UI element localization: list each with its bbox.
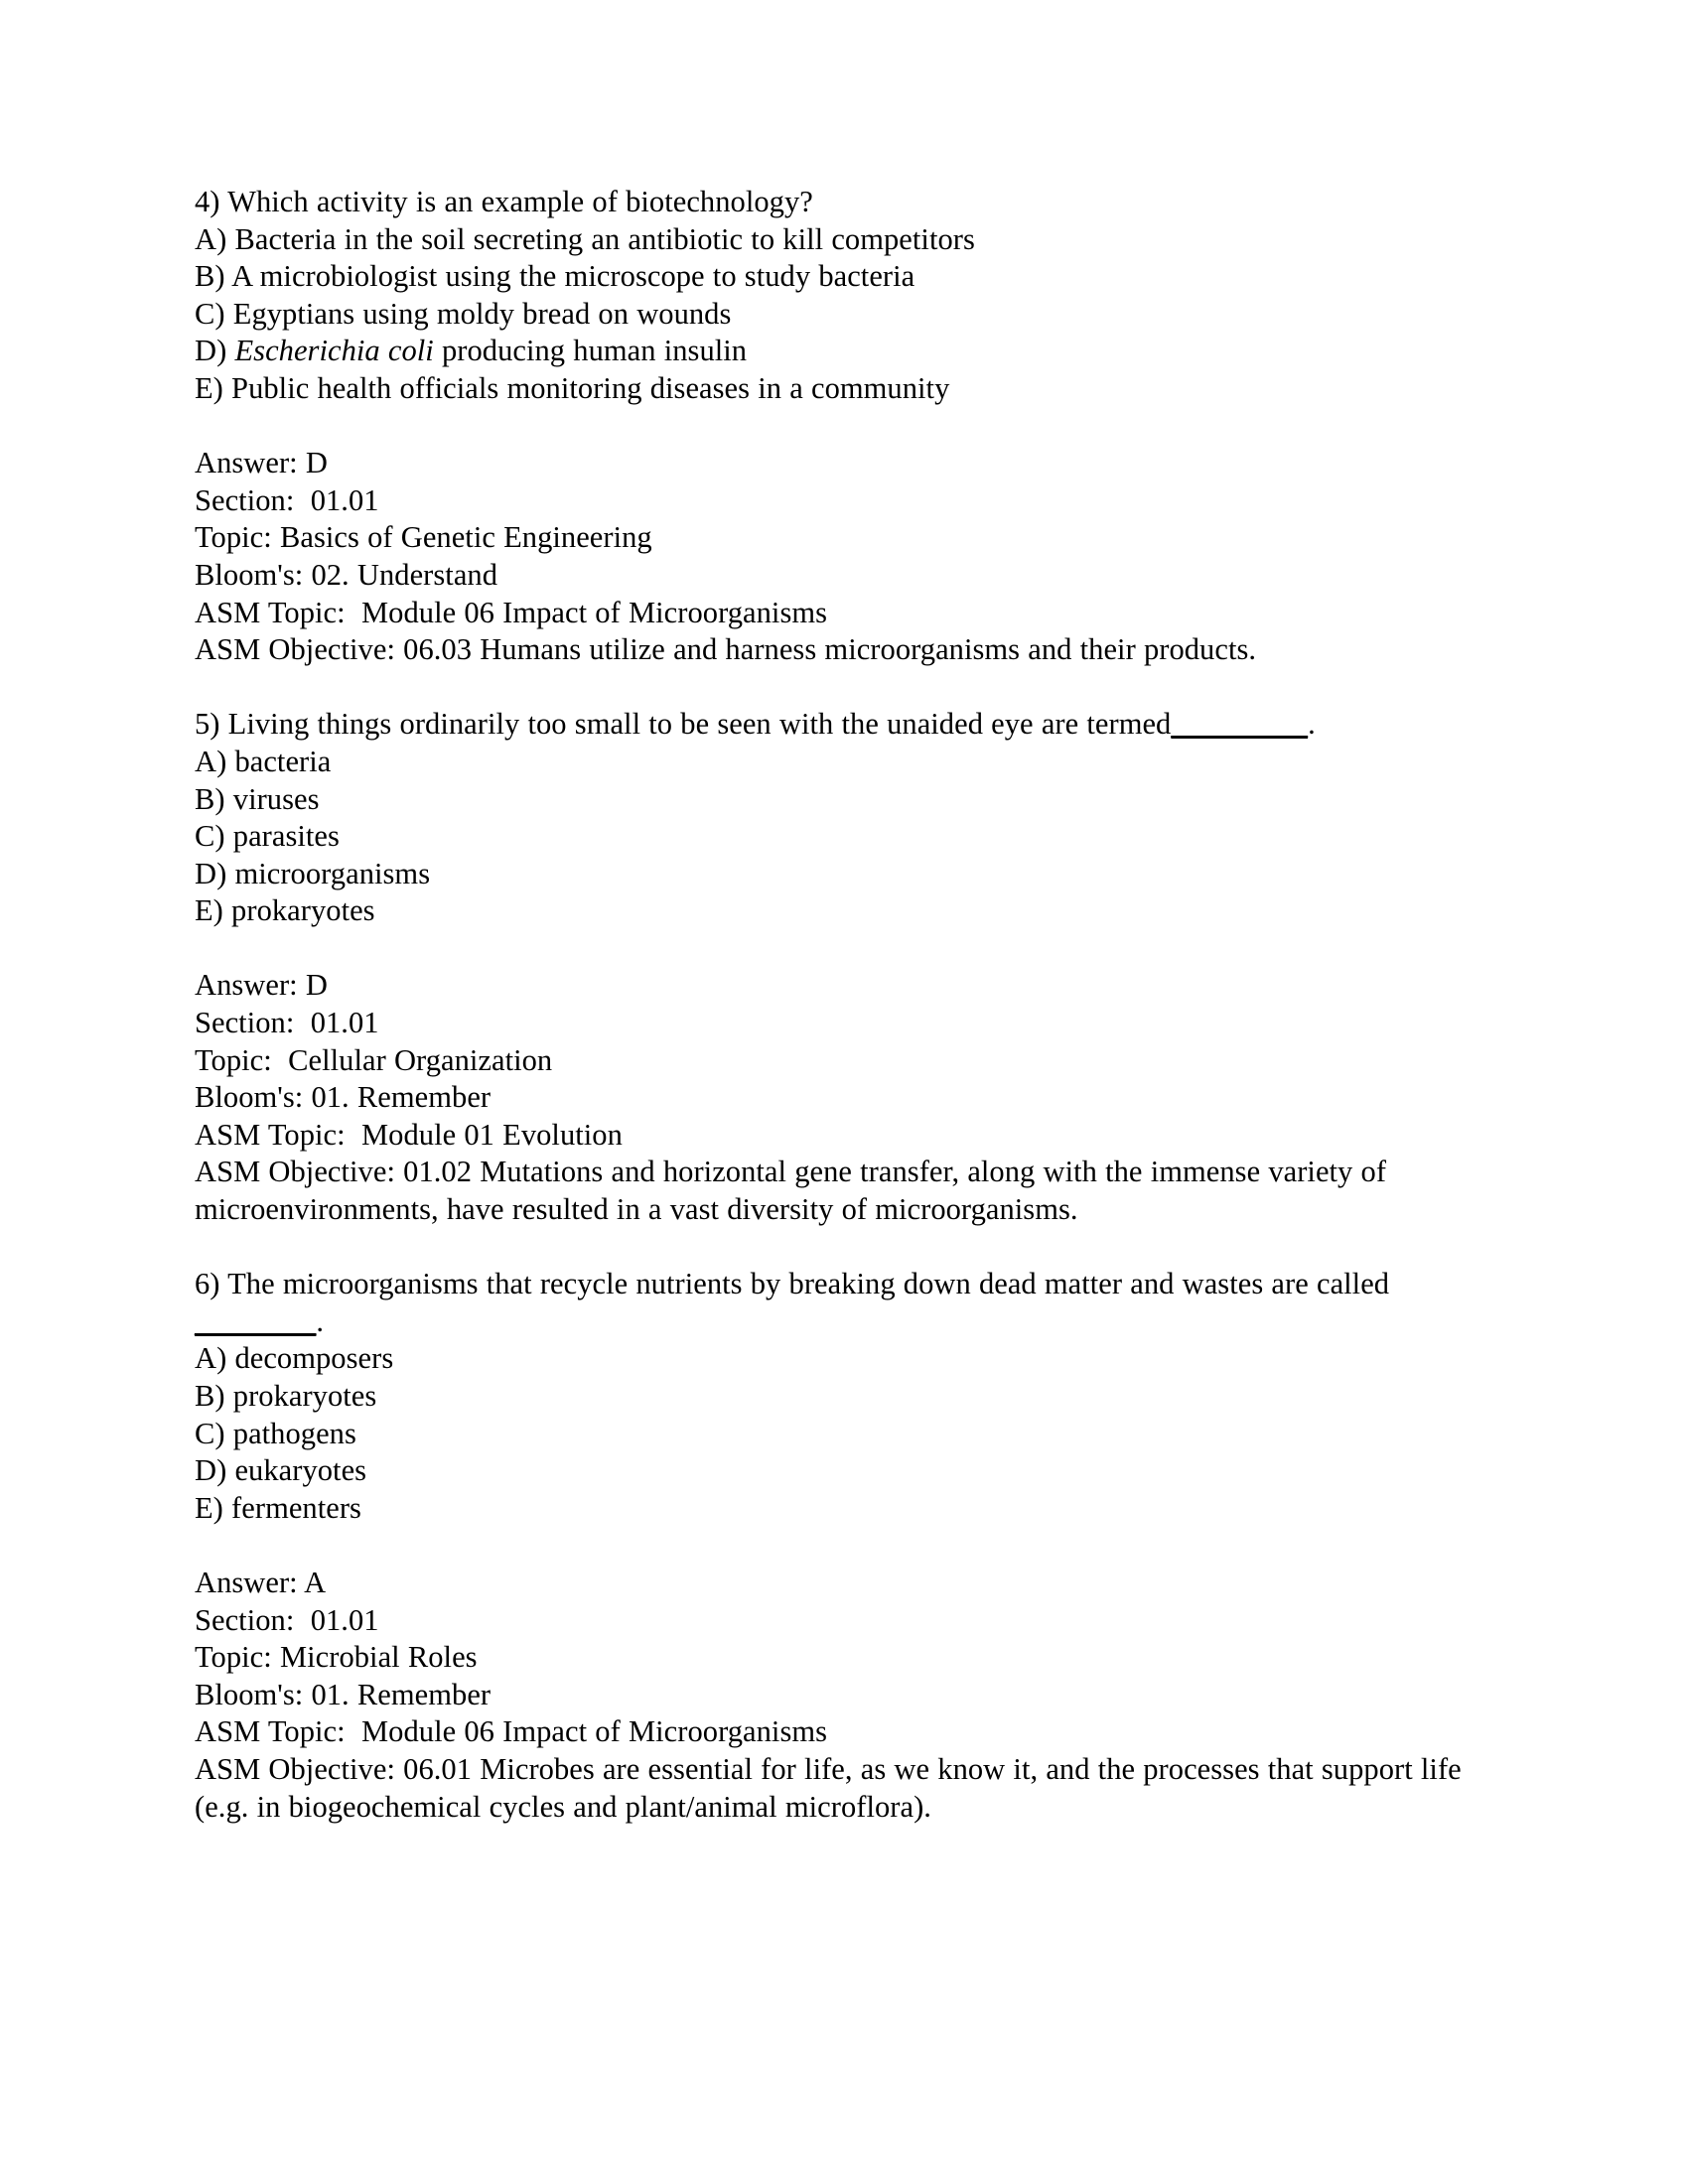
question-6-option-b: B) prokaryotes <box>195 1379 377 1413</box>
question-5-blooms: Bloom's: 01. Remember <box>195 1080 492 1115</box>
question-5-option-e: E) prokaryotes <box>195 893 375 928</box>
option-d-suffix: producing human insulin <box>433 334 748 368</box>
question-block-5 <box>195 706 1476 1228</box>
question-4-option-a: A) Bacteria in the soil secreting an antibiotic to kill competitors <box>195 221 975 256</box>
question-6-topic: Topic: Microbial Roles <box>195 1640 478 1675</box>
question-5-stem-text: 5) Living things ordinarily too small to be seen with the unaided eye are termed <box>195 707 1172 742</box>
question-4-answer: Answer: D <box>195 446 328 480</box>
question-4-option-d <box>195 333 1476 370</box>
question-4-option-b: B) A microbiologist using the microscope to study bacteria <box>195 259 915 294</box>
question-6-asm-topic: ASM Topic: Module 06 Impact of Microorganisms <box>195 1714 828 1749</box>
question-4-option-e: E) Public health officials monitoring diseases in a community <box>195 370 950 405</box>
question-6-option-d: D) eukaryotes <box>195 1453 367 1488</box>
question-4-section: Section: 01.01 <box>195 482 379 517</box>
question-stem-6 <box>195 1266 1476 1340</box>
question-6-blank: ________ <box>195 1303 317 1338</box>
question-5-option-d: D) microorganisms <box>195 856 431 890</box>
blank-line <box>195 669 1476 707</box>
question-block-4 <box>195 184 1476 669</box>
question-5-section: Section: 01.01 <box>195 1006 379 1040</box>
page-content <box>195 184 1476 1826</box>
question-6-stem-text: 6) The microorganisms that recycle nutrients by breaking down dead matter and wastes are called <box>195 1267 1390 1301</box>
question-6-option-c: C) pathogens <box>195 1416 356 1450</box>
question-block-6 <box>195 1266 1476 1826</box>
question-4-asm-objective: ASM Objective: 06.03 Humans utilize and harness microorganisms and their products. <box>195 632 1257 667</box>
question-6-option-a: A) decomposers <box>195 1341 394 1376</box>
question-6-section: Section: 01.01 <box>195 1602 379 1637</box>
question-6-stem-period: . <box>316 1303 325 1338</box>
question-5-asm-topic: ASM Topic: Module 01 Evolution <box>195 1117 623 1152</box>
question-5-option-b: B) viruses <box>195 781 320 816</box>
question-6-asm-objective: ASM Objective: 06.01 Microbes are essential for life, as we know it, and the processes that support life (e.g. in biogeochemical cycles and plant/animal microflora). <box>195 1751 1462 1824</box>
question-6-option-e: E) fermenters <box>195 1490 361 1525</box>
question-6-answer: Answer: A <box>195 1565 327 1599</box>
question-5-asm-objective: ASM Objective: 01.02 Mutations and horizontal gene transfer, along with the immense variety of microenvironments, have resulted in a vast diversity of microorganisms. <box>195 1155 1387 1227</box>
question-4-blooms: Bloom's: 02. Understand <box>195 557 498 592</box>
blank-line <box>195 408 1476 446</box>
question-6-blooms: Bloom's: 01. Remember <box>195 1677 492 1711</box>
question-5-answer: Answer: D <box>195 968 328 1003</box>
question-5-stem-period: . <box>1308 707 1316 742</box>
blank-line <box>195 1527 1476 1565</box>
question-5-topic: Topic: Cellular Organization <box>195 1042 553 1077</box>
option-d-prefix: D) <box>195 334 235 368</box>
question-stem-4: 4) Which activity is an example of biotechnology? <box>195 185 813 218</box>
question-5-option-a: A) bacteria <box>195 744 332 778</box>
blank-line <box>195 930 1476 968</box>
blank-line <box>195 1229 1476 1267</box>
question-5-option-c: C) parasites <box>195 819 340 854</box>
question-4-option-c: C) Egyptians using moldy bread on wounds <box>195 296 732 331</box>
question-4-topic: Topic: Basics of Genetic Engineering <box>195 520 652 555</box>
question-4-asm-topic: ASM Topic: Module 06 Impact of Microorganisms <box>195 595 828 629</box>
question-stem-5 <box>195 706 1476 744</box>
option-d-species-name: Escherichia coli <box>234 334 434 368</box>
question-5-blank: _________ <box>1171 707 1309 742</box>
